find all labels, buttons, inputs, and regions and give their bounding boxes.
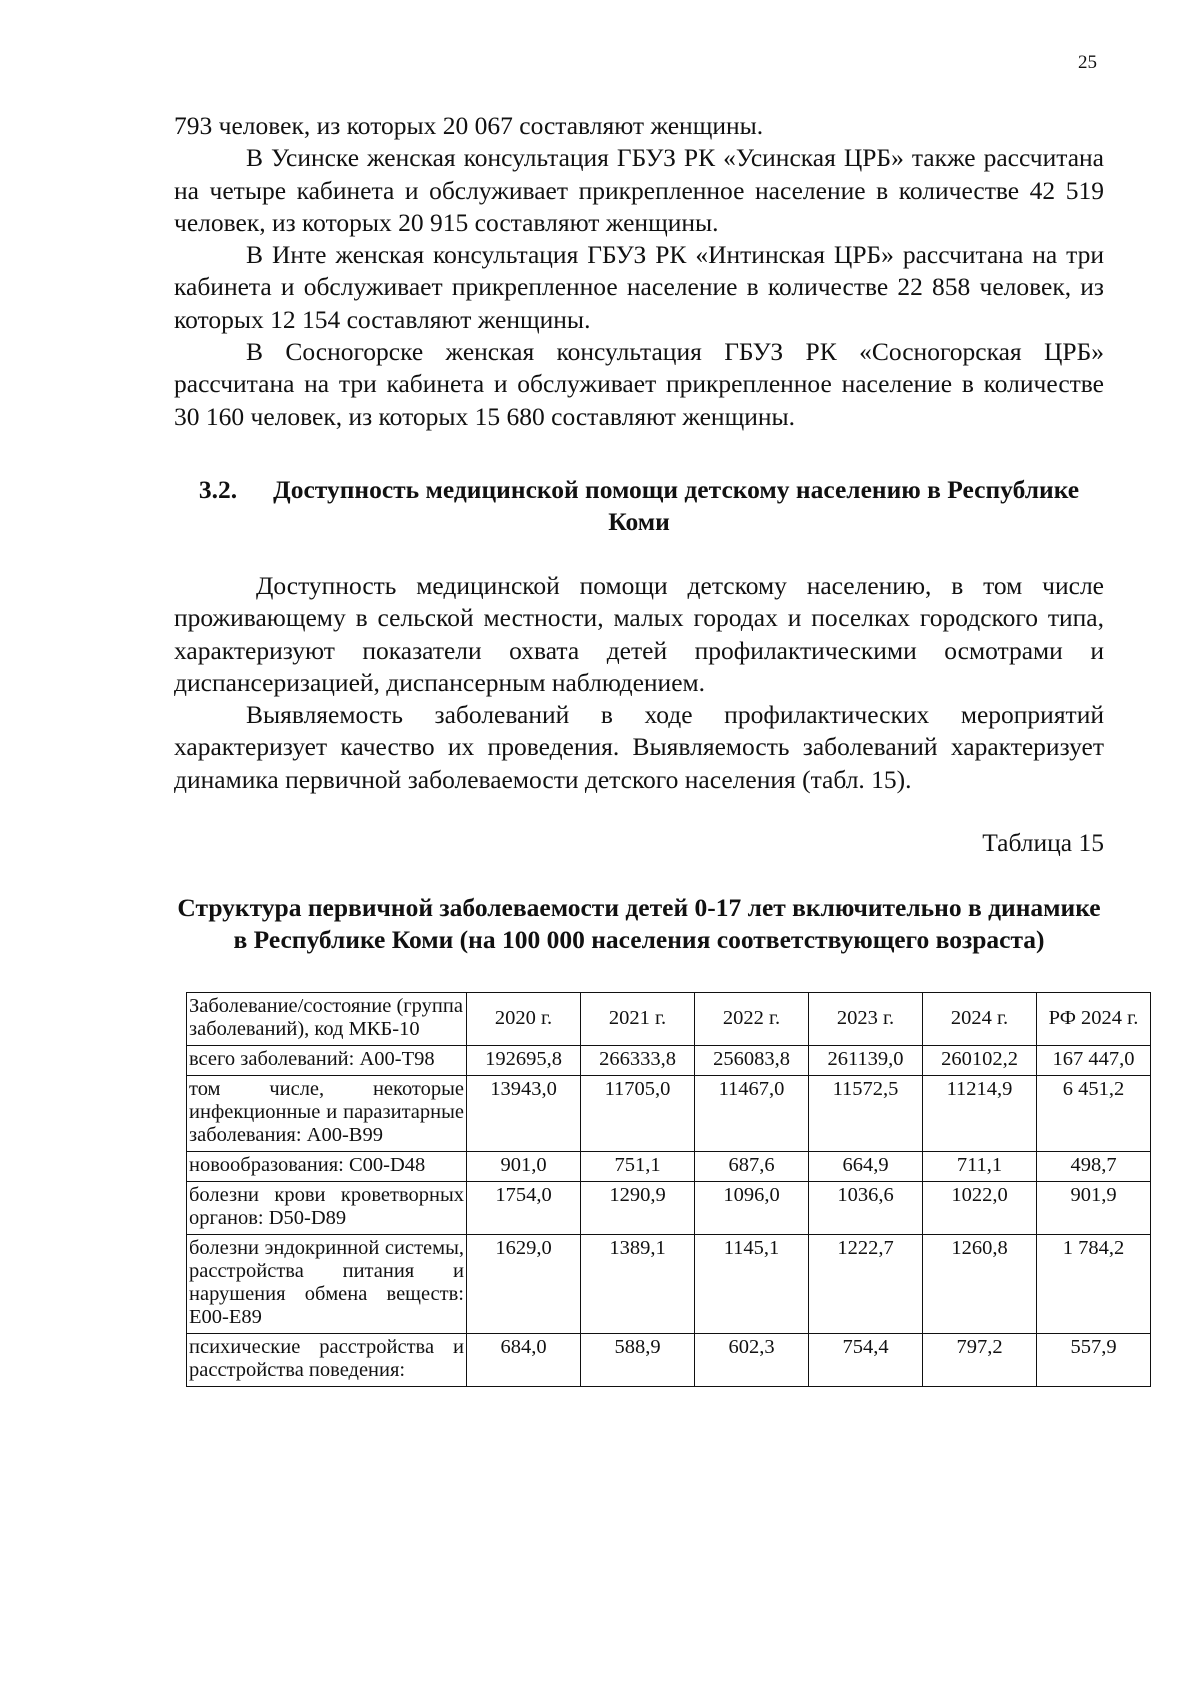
value-cell: 687,6 [695, 1152, 809, 1182]
paragraph: Выявляемость заболеваний в ходе профилактических мероприятий характеризует качество их проведения. Выявляемость заболеваний характеризует динамика первичной заболеваемости детского населения (табл. 15). [174, 700, 1104, 794]
value-cell: 1096,0 [695, 1182, 809, 1235]
value-cell: 1260,8 [923, 1235, 1037, 1334]
value-cell: 498,7 [1037, 1152, 1151, 1182]
value-cell: 11467,0 [695, 1076, 809, 1152]
value-cell: 751,1 [581, 1152, 695, 1182]
header-cell: 2020 г. [467, 993, 581, 1046]
value-cell: 664,9 [809, 1152, 923, 1182]
disease-cell: новообразования: С00-D48 [187, 1152, 467, 1182]
section-number: 3.2. [198, 475, 238, 504]
value-cell: 1629,0 [467, 1235, 581, 1334]
table-row [187, 1076, 1151, 1152]
table-row [187, 1152, 1151, 1182]
value-cell: 1145,1 [695, 1235, 809, 1334]
table-header-row [187, 993, 1151, 1046]
value-cell: 11214,9 [923, 1076, 1037, 1152]
table-row [187, 1334, 1151, 1387]
table-row [187, 1046, 1151, 1076]
body-text-top [174, 110, 1104, 433]
value-cell: 260102,2 [923, 1046, 1037, 1076]
disease-cell: психические расстройства и расстройства поведения: [187, 1334, 467, 1387]
value-cell: 6 451,2 [1037, 1076, 1151, 1152]
disease-cell: всего заболеваний: А00-Т98 [187, 1046, 467, 1076]
value-cell: 266333,8 [581, 1046, 695, 1076]
value-cell: 261139,0 [809, 1046, 923, 1076]
header-cell: 2021 г. [581, 993, 695, 1046]
value-cell: 11572,5 [809, 1076, 923, 1152]
value-cell: 1389,1 [581, 1235, 695, 1334]
value-cell: 1754,0 [467, 1182, 581, 1235]
disease-cell: том числе, некоторые инфекционные и паразитарные заболевания: А00-В99 [187, 1076, 467, 1152]
disease-cell: болезни крови кроветворных органов: D50-D89 [187, 1182, 467, 1235]
value-cell: 684,0 [467, 1334, 581, 1387]
disease-cell: болезни эндокринной системы, расстройства питания и нарушения обмена веществ: Е00-Е89 [187, 1235, 467, 1334]
value-cell: 901,0 [467, 1152, 581, 1182]
value-cell: 602,3 [695, 1334, 809, 1387]
value-cell: 557,9 [1037, 1334, 1151, 1387]
value-cell: 1222,7 [809, 1235, 923, 1334]
table-row [187, 1182, 1151, 1235]
header-cell: 2023 г. [809, 993, 923, 1046]
header-cell: РФ 2024 г. [1037, 993, 1151, 1046]
table-caption: Таблица 15 [982, 828, 1104, 857]
value-cell: 256083,8 [695, 1046, 809, 1076]
value-cell: 1 784,2 [1037, 1235, 1151, 1334]
table-title: Структура первичной заболеваемости детей 0-17 лет включительно в динамике в Республике Коми (на 100 000 населения соответствующего возраста) [177, 893, 1101, 954]
table-row [187, 1235, 1151, 1334]
morbidity-table [186, 992, 1151, 1387]
value-cell: 754,4 [809, 1334, 923, 1387]
section-heading [174, 474, 1104, 538]
value-cell: 13943,0 [467, 1076, 581, 1152]
value-cell: 1036,6 [809, 1182, 923, 1235]
value-cell: 588,9 [581, 1334, 695, 1387]
paragraph: В Сосногорске женская консультация ГБУЗ РК «Сосногорская ЦРБ» рассчитана на три кабинета и обслуживает прикрепленное население в количестве 30 160 человек, из которых 15 680 составляют женщины. [174, 337, 1104, 431]
paragraph: В Усинске женская консультация ГБУЗ РК «Усинская ЦРБ» также рассчитана на четыре кабинета и обслуживает прикрепленное население в количестве 42 519 человек, из которых 20 915 составляют женщины. [174, 143, 1104, 237]
paragraph: Доступность медицинской помощи детскому населению, в том числе проживающему в сельской местности, малых городах и поселках городского типа, характеризуют показатели охвата детей профилактическими осмотрами и диспансеризацией, диспансерным наблюдением. [174, 571, 1104, 697]
header-cell: 2024 г. [923, 993, 1037, 1046]
paragraph: 793 человек, из которых 20 067 составляют женщины. [174, 111, 764, 140]
body-text-section [174, 570, 1104, 796]
header-cell: Заболевание/состояние (группа заболеваний), код МКБ-10 [187, 993, 467, 1046]
section-title: Доступность медицинской помощи детскому населению в Республике Коми [273, 475, 1080, 536]
header-cell: 2022 г. [695, 993, 809, 1046]
page-number: 25 [1078, 52, 1097, 73]
value-cell: 901,9 [1037, 1182, 1151, 1235]
value-cell: 1290,9 [581, 1182, 695, 1235]
paragraph: В Инте женская консультация ГБУЗ РК «Интинская ЦРБ» рассчитана на три кабинета и обслуживает прикрепленное население в количестве 22 858 человек, из которых 12 154 составляют женщины. [174, 240, 1104, 334]
value-cell: 711,1 [923, 1152, 1037, 1182]
value-cell: 11705,0 [581, 1076, 695, 1152]
value-cell: 797,2 [923, 1334, 1037, 1387]
value-cell: 192695,8 [467, 1046, 581, 1076]
value-cell: 167 447,0 [1037, 1046, 1151, 1076]
value-cell: 1022,0 [923, 1182, 1037, 1235]
